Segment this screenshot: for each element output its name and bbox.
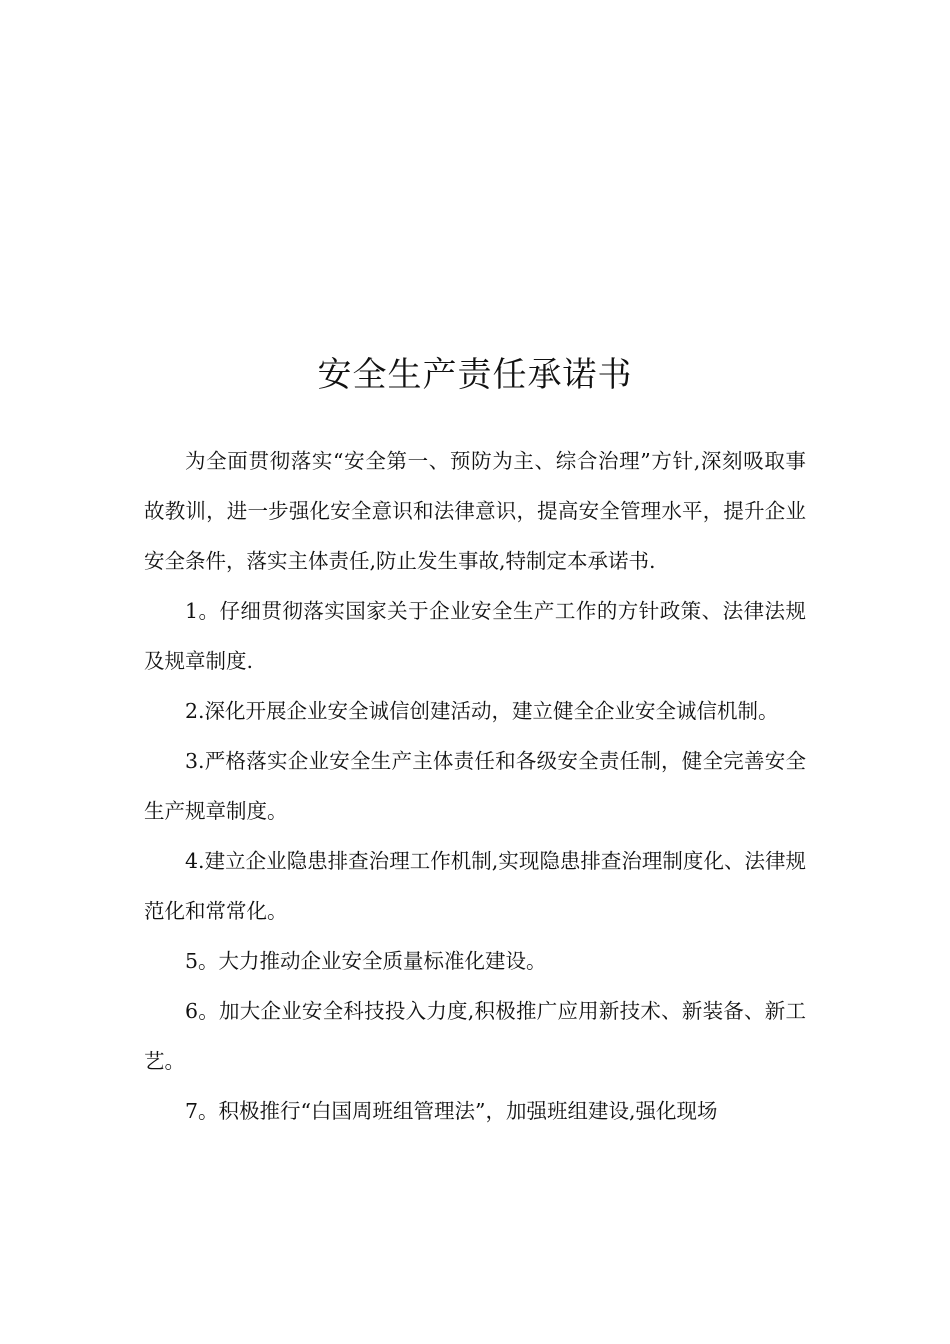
commitment-item-1: 1。仔细贯彻落实国家关于企业安全生产工作的方针政策、法律法规及规章制度. [144,599,806,673]
commitment-item-5: 5。大力推动企业安全质量标准化建设。 [185,949,547,973]
document-body [144,436,806,1136]
commitment-item-3: 3.严格落实企业安全生产主体责任和各级安全责任制，健全完善安全生产规章制度。 [144,749,806,823]
commitment-item-2: 2.深化开展企业安全诚信创建活动，建立健全企业安全诚信机制。 [185,699,779,723]
commitment-item-7: 7。积极推行“白国周班组管理法”，加强班组建设,强化现场 [185,1099,718,1123]
commitment-item-4: 4.建立企业隐患排查治理工作机制,实现隐患排查治理制度化、法律规范化和常常化。 [144,849,806,923]
document-title: 安全生产责任承诺书 [317,355,633,395]
intro-paragraph: 为全面贯彻落实“安全第一、预防为主、综合治理”方针,深刻吸取事故教训，进一步强化安全意识和法律意识，提高安全管理水平，提升企业安全条件，落实主体责任,防止发生事故,特制定本承诺书. [144,449,806,573]
commitment-item-6: 6。加大企业安全科技投入力度,积极推广应用新技术、新装备、新工艺。 [144,999,806,1073]
